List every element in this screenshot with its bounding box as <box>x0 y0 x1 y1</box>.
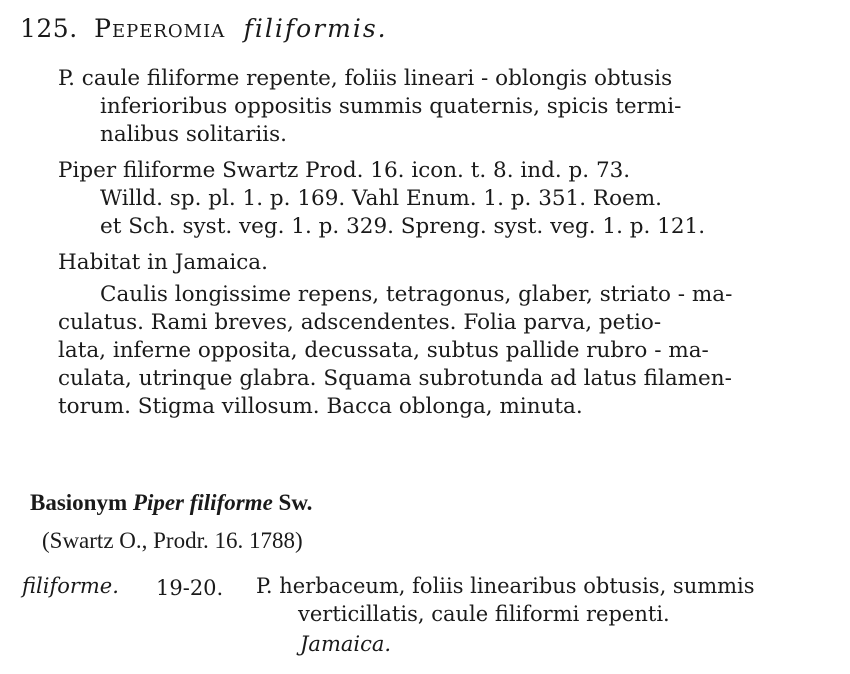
synonymy-line: Willd. sp. pl. 1. p. 169. Vahl Enum. 1. p. 351. Roem. <box>100 186 662 211</box>
synonymy-line: Piper filiforme Swartz Prod. 16. icon. t. 8. ind. p. 73. <box>58 158 631 183</box>
original-entry-key: filiforme. <box>22 574 119 598</box>
description-line: inferioribus oppositis summis quaternis, spicis termi- <box>100 94 682 119</box>
notes-line: lata, inferne opposita, decussata, subtus pallide rubro - ma- <box>58 338 709 363</box>
original-entry-line: verticillatis, caule filiformi repenti. <box>298 602 670 626</box>
basionym-author: Sw. <box>278 490 313 515</box>
basionym-label: Basionym <box>30 490 128 515</box>
basionym-name: Piper filiforme <box>132 490 273 515</box>
original-entry-locality: Jamaica. <box>300 632 392 656</box>
original-entry-pages: 19-20. <box>156 576 224 600</box>
synonymy-line: et Sch. syst. veg. 1. p. 329. Spreng. syst. veg. 1. p. 121. <box>100 214 706 239</box>
species-epithet: filiformis. <box>243 14 388 43</box>
habitat-line: Habitat in Jamaica. <box>58 250 268 275</box>
description-line: nalibus solitariis. <box>100 122 287 147</box>
notes-line: Caulis longissime repens, tetragonus, glaber, striato - ma- <box>100 282 733 307</box>
notes-line: culata, utrinque glabra. Squama subrotunda ad latus filamen- <box>58 366 732 391</box>
notes-line: torum. Stigma villosum. Bacca oblonga, minuta. <box>58 394 583 419</box>
basionym-citation: (Swartz O., Prodr. 16. 1788) <box>42 528 303 553</box>
notes-line: culatus. Rami breves, adscendentes. Folia parva, petio- <box>58 310 662 335</box>
species-heading <box>20 14 388 43</box>
genus-name: Peperomia <box>94 14 226 43</box>
original-entry-line: P. herbaceum, foliis linearibus obtusis, summis <box>256 574 755 598</box>
basionym-heading <box>30 490 312 516</box>
species-number: 125. <box>20 14 78 43</box>
description-line: P. caule filiforme repente, foliis lineari - oblongis obtusis <box>58 66 673 91</box>
